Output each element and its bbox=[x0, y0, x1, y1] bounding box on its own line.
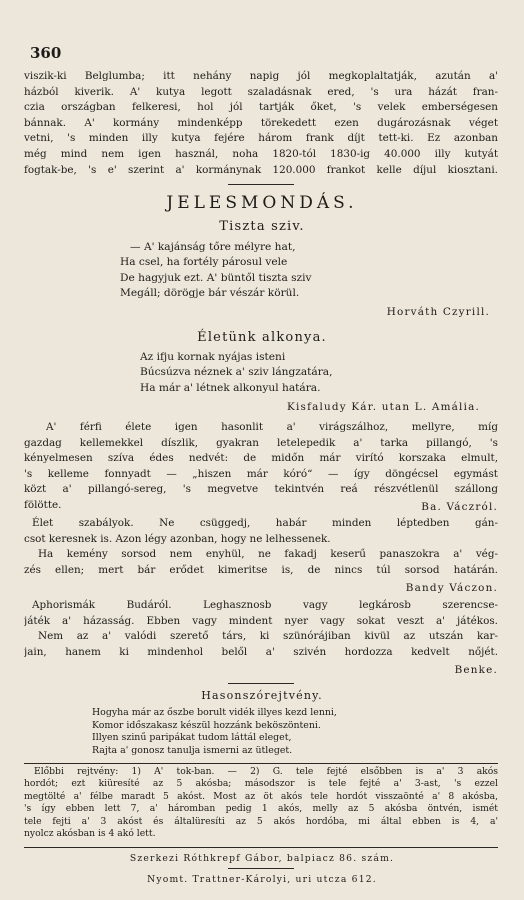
poem-line: Megáll; dörögje bár vészár körül. bbox=[120, 287, 300, 300]
printer-imprint: Nyomt. Trattner-Károlyi, uri utcza 612. bbox=[147, 874, 377, 885]
text-line: játék a' házasság. Ebben vagy mindent nyer vagy sokat veszt a' játékos. bbox=[24, 614, 498, 627]
poem bbox=[120, 240, 460, 302]
news-paragraph bbox=[24, 69, 498, 178]
text-line: csot keresnek is. Azon légy azonban, hogy ne lelhessenek. bbox=[24, 532, 331, 545]
divider bbox=[228, 683, 294, 684]
text-line: czia országban felkeresi, hol jól tartják őket, 's velek emberségesen bbox=[24, 101, 498, 114]
text-line: Előbbi rejtvény: 1) A' tok-ban. — 2) G. tele fejté elsőbben is a' 3 akós bbox=[34, 766, 498, 777]
text-line: kényelmesen szíva édes nedvét: de midőn már virító korszaka elmult, bbox=[24, 452, 498, 465]
verse-line: Rajta a' gonosz tanulja ismerni az ütleget. bbox=[92, 744, 293, 756]
text-line: gazdag kellemekkel díszlik, gyakran letelepedik a' tarka pillangó, 's bbox=[24, 436, 498, 449]
poem-author: Horváth Czyrill. bbox=[386, 306, 490, 318]
riddle-answers bbox=[24, 766, 498, 840]
text-line: fogtak-be, 's e' szerint a' kormánynak 120.000 frankot kelle díjul kiosztani. bbox=[24, 163, 498, 176]
prose-paragraph bbox=[24, 516, 498, 578]
text-line: viszik-ki Belglumba; itt nehány napig jól megkoplaltatják, azután a' bbox=[24, 70, 498, 82]
text-line: közt a' pillangó-sereg, 's megvetve tekintvén reá részvétlenül szállong bbox=[24, 483, 498, 496]
poem-line: Ha már a' létnek alkonyul határa. bbox=[140, 381, 321, 394]
text-line: Nem az a' valódi szerető társ, ki szünórájiban kivül az utszán kar- bbox=[38, 630, 498, 643]
text-line: nyolcz akósban is 4 akó lett. bbox=[24, 828, 156, 840]
verse-line: Illyen szinű paripákat tudom láttál eleget, bbox=[92, 732, 292, 744]
verse-line: Hogyha már az őszbe borult vidék illyes kezd lenni, bbox=[92, 707, 337, 718]
text-line: még mind nem igen használ, noha 1820-tól 1830-ig 40.000 illy kutyát bbox=[24, 147, 498, 160]
verse-line: Komor időszakasz készül hozzánk beköszönteni. bbox=[92, 719, 321, 731]
section-title: JELESMONDÁS. bbox=[166, 193, 358, 213]
poem-line: Ha csel, ha fortély párosul vele bbox=[120, 256, 288, 269]
paragraph-author: Ba. Váczról. bbox=[421, 501, 498, 513]
text-line: tele fejti a' 3 akóst és általüresíti az 5 akós hordóba, mi által ebben is 4, a' bbox=[24, 815, 498, 827]
text-line: A' férfi élete igen hasonlit a' virágszálhoz, mellyre, míg bbox=[46, 421, 498, 433]
poem-line: Az ifju kornak nyájas isteni bbox=[140, 351, 286, 363]
text-line: fölötte. bbox=[24, 498, 62, 511]
poem-line: De hagyjuk ezt. A' büntől tiszta sziv bbox=[120, 271, 312, 284]
divider bbox=[228, 184, 294, 185]
poem-title: Tiszta sziv. bbox=[219, 219, 305, 234]
paragraph-author: Bandy Váczon. bbox=[405, 582, 498, 594]
riddle-title: Hasonszórejtvény. bbox=[201, 689, 323, 702]
text-line: Ha kemény sorsod nem enyhül, ne fakadj keserű panaszokra a' vég- bbox=[38, 548, 498, 561]
poem-line: Búcsúzva néznek a' sziv lángzatára, bbox=[140, 366, 333, 379]
divider bbox=[24, 847, 498, 848]
text-line: megtölté a' félbe maradt 5 akóst. Most az öt akós tele hordót visszaönté a' 8 akósba, bbox=[24, 790, 498, 802]
page-number: 360 bbox=[30, 44, 62, 62]
divider bbox=[24, 763, 498, 764]
poem bbox=[140, 350, 480, 396]
text-line: hordót; ezt kiüresíté az 5 akósba; másodszor is tele fejté a' 3-ast, 's ezzel bbox=[24, 778, 498, 790]
paragraph-author: Benke. bbox=[454, 664, 498, 676]
divider bbox=[228, 868, 294, 869]
poem-title: Életünk alkonya. bbox=[197, 330, 327, 345]
text-line: Élet szabályok. Ne csüggedj, habár minden léptedben gán- bbox=[32, 517, 498, 529]
poem-author: Kisfaludy Kár. utan L. Amália. bbox=[287, 401, 480, 413]
text-line: zés ellen; mert bár erődet kimeritse is, de nincs túl sorsod határán. bbox=[24, 563, 498, 576]
text-line: Aphorismák Budáról. Leghasznosb vagy legkárosb szerencse- bbox=[32, 599, 498, 611]
riddle-verse bbox=[92, 707, 472, 757]
poem-line: — A' kajánság tőre mélyre hat, bbox=[130, 241, 296, 253]
text-line: 's kelleme fonnyadt — „hiszen már kóró“ — így döngécsel egymást bbox=[24, 467, 498, 480]
text-line: házból kiverik. A' kutya legott szaladásnak ered, 's ura házát fran- bbox=[24, 85, 498, 98]
prose-paragraph bbox=[24, 598, 498, 660]
text-line: vetni, 's minden illy kutya fejére három frank díjt tett-ki. Ez azonban bbox=[24, 132, 498, 145]
editor-imprint: Szerkezi Róthkrepf Gábor, balpiacz 86. szám. bbox=[129, 853, 395, 864]
text-line: 's így ebben lett 7, a' háromban pedig 1 akós, melly az 5 akósba öntvén, ismét bbox=[24, 803, 498, 815]
text-line: jain, hanem ki mindenhol belől a' szivén hordozza kedvelt nőjét. bbox=[24, 645, 498, 658]
text-line: bánnak. A' kormány mindenképp törekedett ezen dugározásnak véget bbox=[24, 116, 498, 129]
